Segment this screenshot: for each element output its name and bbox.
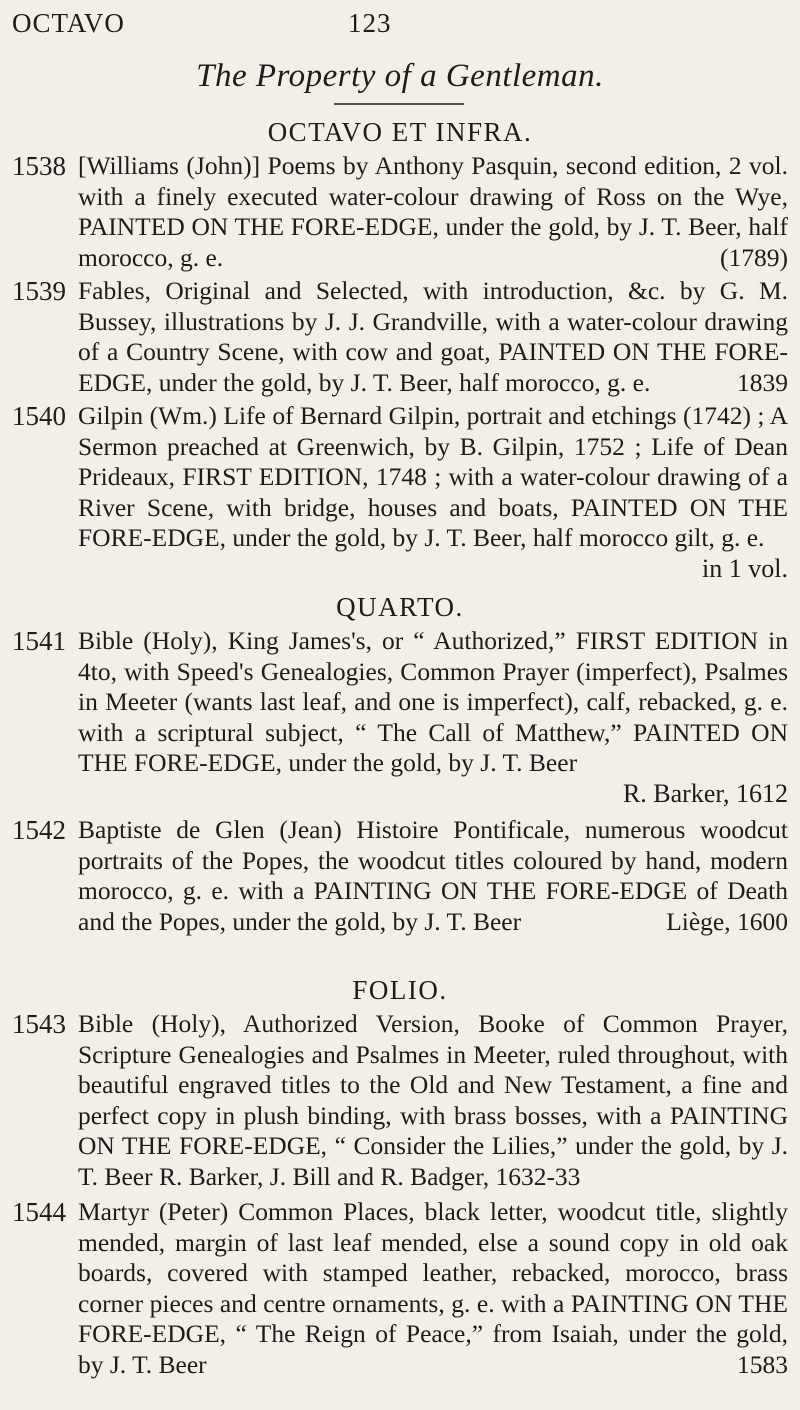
section-heading-folio: FOLIO. xyxy=(352,975,448,1005)
entry-imprint: 1583 xyxy=(737,1349,788,1379)
entry-description xyxy=(78,1009,788,1192)
running-head-section: OCTAVO xyxy=(12,8,125,38)
lot-number: 1538 xyxy=(12,151,66,181)
entry-description xyxy=(78,151,788,273)
entry-description xyxy=(78,626,788,809)
section-heading-quarto: QUARTO. xyxy=(336,592,464,622)
entry-description xyxy=(78,401,788,584)
entry-description xyxy=(78,815,788,937)
section-heading-octavo: OCTAVO ET INFRA. xyxy=(267,117,533,147)
lot-number: 1543 xyxy=(12,1009,66,1039)
entry-text: Baptiste de Glen (Jean) Histoire Pontificale, numerous woodcut portraits of the Popes, the woodcut titles coloured by hand, modern morocco, g. e. with a PAINTING ON THE FORE-EDGE of Death and the Popes, under the gold, by J. T. Beer xyxy=(78,815,788,936)
entry-imprint: in 1 vol. xyxy=(702,553,788,583)
lot-number: 1544 xyxy=(12,1197,66,1227)
entry-text: Gilpin (Wm.) Life of Bernard Gilpin, portrait and etchings (1742) ; A Sermon preached at Greenwich, by B. Gilpin, 1752 ; Life of Dean Prideaux, FIRST EDITION, 1748 ; with a water-colour drawing of a River Scene, with bridge, houses and boats, PAINTED ON THE FORE-EDGE, under the gold, by J. T. Beer, half morocco gilt, g. e. xyxy=(78,401,788,552)
entry-description xyxy=(78,1197,788,1380)
page-title: The Property of a Gentleman. xyxy=(196,58,604,94)
entry-imprint: 1839 xyxy=(737,367,788,397)
lot-number: 1542 xyxy=(12,815,66,845)
entry-imprint: (1789) xyxy=(720,242,788,272)
page-number: 123 xyxy=(348,8,392,38)
running-head xyxy=(12,8,788,48)
lot-number: 1539 xyxy=(12,276,66,306)
entry-text: Fables, Original and Selected, with introduction, &c. by G. M. Bussey, illustrations by J. J. Grandville, with a water-colour drawing of a Country Scene, with cow and goat, PAINTED ON THE FORE-EDGE, under the gold, by J. T. Beer, half morocco, g. e. xyxy=(78,276,788,397)
entry-description xyxy=(78,276,788,398)
entry-imprint: Liège, 1600 xyxy=(666,906,788,936)
lot-number: 1540 xyxy=(12,401,66,431)
entry-imprint: R. Barker, 1612 xyxy=(622,778,788,808)
title-rule xyxy=(334,103,464,105)
entry-text: [Williams (John)] Poems by Anthony Pasquin, second edition, 2 vol. with a finely executed water-colour drawing of Ross on the Wye, PAINTED ON THE FORE-EDGE, under the gold, by J. T. Beer, half morocco, g. e. xyxy=(78,151,788,272)
entry-text: Bible (Holy), Authorized Version, Booke of Common Prayer, Scripture Genealogies and Psalmes in Meeter, ruled throughout, with beautiful engraved titles to the Old and New Testament, a fine and perfect copy in plush binding, with brass bosses, with a PAINTING ON THE FORE-EDGE, “ Consider the Lilies,” under the gold, by J. T. Beer R. Barker, J. Bill and R. Badger, 1632-33 xyxy=(78,1009,788,1191)
entry-text: Bible (Holy), King James's, or “ Authorized,” FIRST EDITION in 4to, with Speed's Genealogies, Common Prayer (imperfect), Psalmes in Meeter (wants last leaf, and one is imperfect), calf, rebacked, g. e. with a scriptural subject, “ The Call of Matthew,” PAINTED ON THE FORE-EDGE, under the gold, by J. T. Beer xyxy=(78,626,788,777)
lot-number: 1541 xyxy=(12,626,66,656)
entry-text: Martyr (Peter) Common Places, black letter, woodcut title, slightly mended, margin of last leaf mended, else a sound copy in old oak boards, covered with stamped leather, rebacked, morocco, brass corner pieces and centre ornaments, g. e. with a PAINTING ON THE FORE-EDGE, “ The Reign of Peace,” from Isaiah, under the gold, by J. T. Beer xyxy=(78,1197,788,1379)
